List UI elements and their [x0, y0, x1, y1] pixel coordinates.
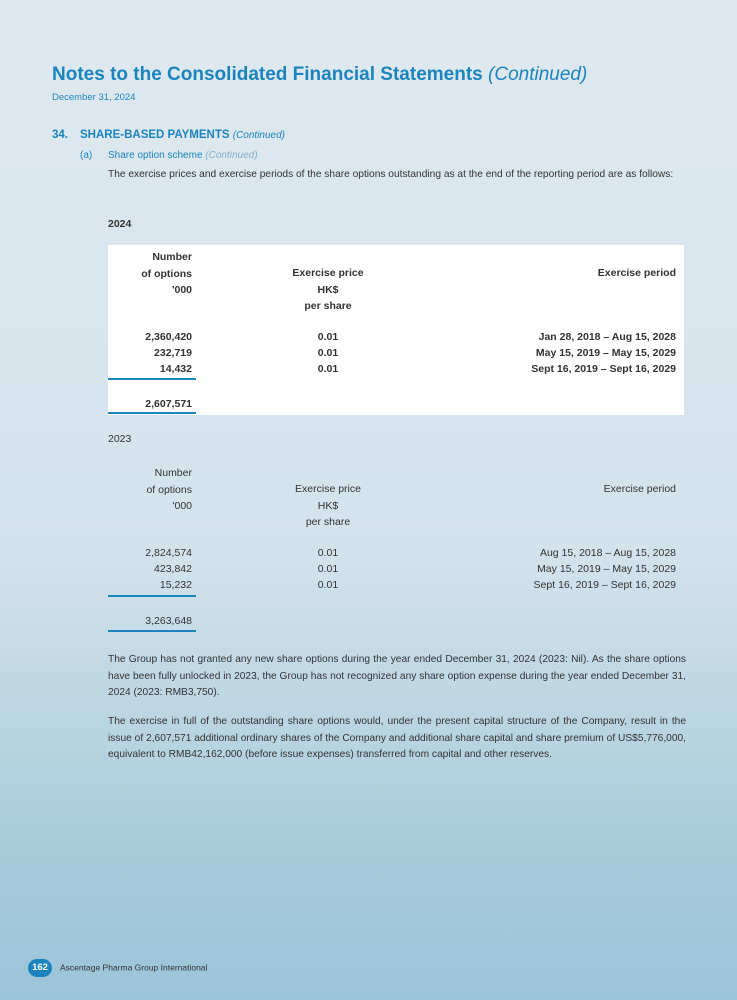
paragraph-exercise-in-full: The exercise in full of the outstanding share options would, under the present capital structure of the Company, result in the issue of 2,607,571 additional ordinary shares of the Company and additional share capital and share premium of US$5,776,000, equivalent to RMB42,162,000 (before issue expenses) transferred from capital and other reserves.: [108, 716, 686, 760]
header-line: of options: [141, 267, 192, 280]
header-line: Exercise price: [292, 267, 364, 279]
section-heading: [52, 129, 285, 141]
subsection-continued: (Continued): [205, 150, 258, 161]
company-name: Ascentage Pharma Group International: [60, 962, 208, 973]
header-line: Number: [154, 467, 192, 479]
section-title: SHARE-BASED PAYMENTS: [80, 129, 230, 141]
header-exercise-price: [248, 265, 408, 315]
table-cell-options: 423,842: [154, 563, 192, 575]
year-2024-label: 2024: [108, 218, 132, 230]
header-number-of-options: [141, 249, 192, 299]
subsection-title: Share option scheme: [108, 150, 203, 161]
page-date: December 31, 2024: [52, 92, 136, 103]
header-line: HK$: [317, 283, 339, 296]
section-number: 34.: [52, 129, 68, 141]
header-line: of options: [146, 483, 192, 496]
header-exercise-period: Exercise period: [603, 483, 676, 495]
total-rule: [108, 630, 196, 632]
header-exercise-price: [248, 481, 408, 531]
options-table-2024: [108, 245, 684, 415]
header-number-of-options: [146, 465, 192, 515]
table-cell-options: 2,360,420: [145, 331, 192, 343]
options-table-2023: [108, 462, 684, 632]
table-cell-options: 2,824,574: [145, 547, 192, 559]
header-exercise-period: Exercise period: [597, 267, 676, 279]
table-cell-period: Aug 15, 2018 – Aug 15, 2028: [539, 547, 676, 559]
subtotal-rule: [108, 378, 196, 380]
table-cell-period: Sept 16, 2019 – Sept 16, 2029: [533, 579, 676, 591]
table-cell-options: 15,232: [159, 579, 192, 591]
table-cell-options: 14,432: [159, 363, 192, 375]
table-cell-price: 0.01: [317, 347, 339, 359]
subsection-heading: [80, 150, 258, 161]
page-title-text: Notes to the Consolidated Financial Statements: [52, 64, 483, 85]
table-cell-period: Sept 16, 2019 – Sept 16, 2029: [531, 363, 676, 375]
page-title: [52, 64, 587, 86]
header-line: '000: [172, 500, 192, 512]
table-cell-price: 0.01: [317, 547, 339, 559]
subtotal-rule: [108, 595, 196, 597]
subsection-label: (a): [80, 150, 93, 161]
table-total-options: 2,607,571: [145, 398, 192, 410]
total-rule: [108, 412, 196, 414]
page-title-continued: (Continued): [488, 64, 588, 85]
page-number: 162: [28, 959, 52, 977]
section-continued: (Continued): [232, 130, 285, 141]
table-total-options: 3,263,648: [145, 615, 192, 627]
table-cell-price: 0.01: [317, 563, 339, 575]
page-footer: [28, 959, 207, 977]
table-cell-price: 0.01: [317, 331, 339, 343]
header-line: per share: [304, 300, 352, 312]
header-line: '000: [171, 284, 192, 296]
header-line: Number: [152, 251, 192, 263]
intro-paragraph: The exercise prices and exercise periods of the share options outstanding as at the end of the reporting period are as follows:: [108, 169, 674, 180]
year-2023-label: 2023: [108, 433, 132, 445]
header-line: per share: [305, 516, 351, 528]
table-cell-period: Jan 28, 2018 – Aug 15, 2028: [538, 331, 676, 343]
table-cell-options: 232,719: [154, 347, 192, 359]
table-cell-period: May 15, 2019 – May 15, 2029: [535, 347, 676, 359]
header-line: HK$: [317, 499, 339, 512]
paragraph-no-new-grants: The Group has not granted any new share options during the year ended December 31, 2024 (2023: Nil). As the share options have been fully unlocked in 2023, the Group has not recognized any share option expense during the year ended December 31, 2024 (2023: RMB3,750).: [108, 654, 686, 698]
table-cell-price: 0.01: [317, 363, 339, 375]
table-cell-period: May 15, 2019 – May 15, 2029: [537, 563, 676, 575]
header-line: Exercise price: [295, 483, 361, 495]
table-cell-price: 0.01: [317, 579, 339, 591]
